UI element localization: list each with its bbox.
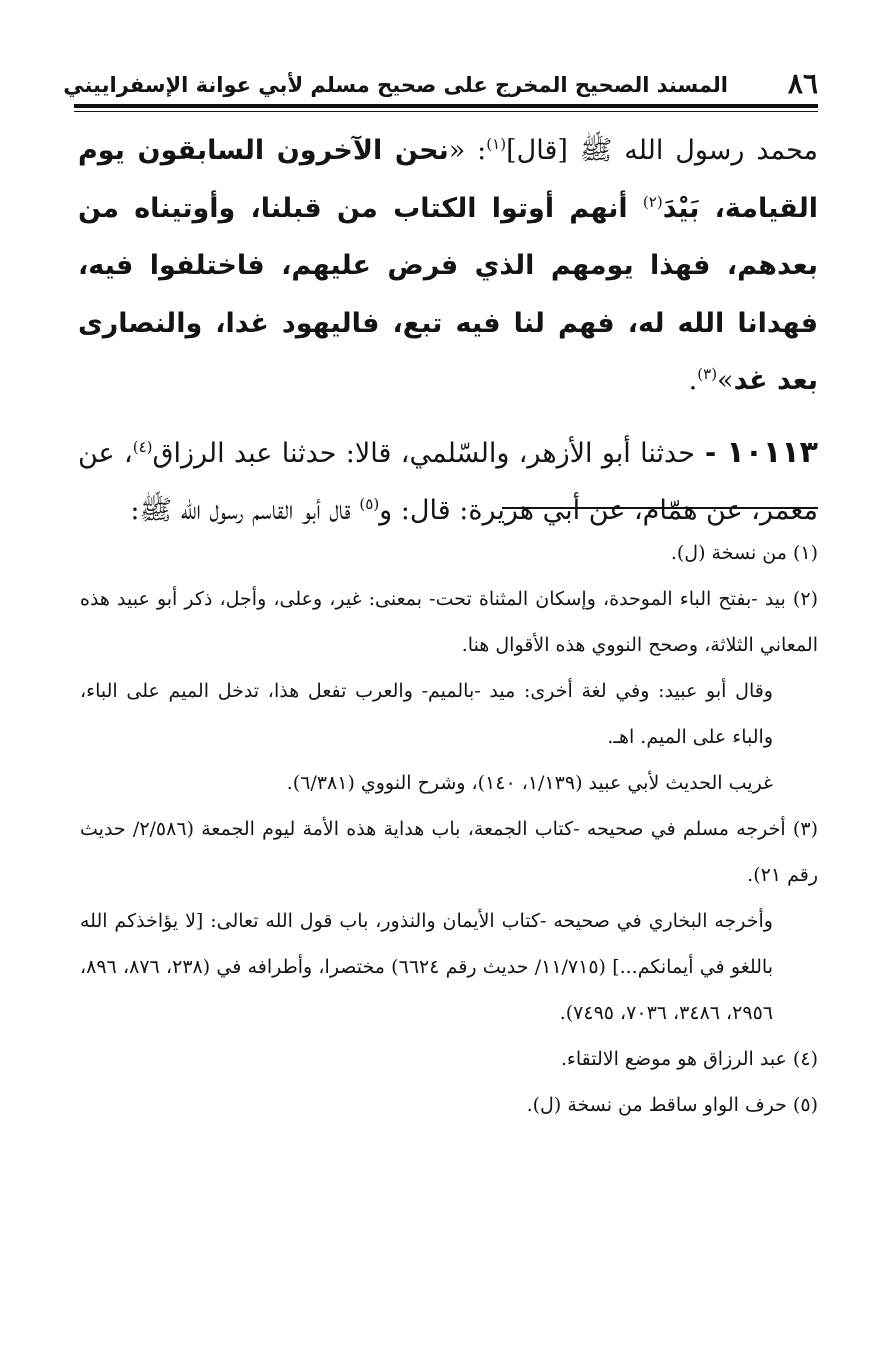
footnote-2: (٢) بيد -بفتح الباء الموحدة، وإسكان المثناة تحت- بمعنى: غير، وعلى، وأجل، ذكر أبو عبيد هذه المعاني الثلاثة، وصحح النووي هذه الأقوال هنا.: [80, 588, 818, 656]
page-header: [63, 66, 818, 102]
footnotes: [80, 530, 818, 1128]
footnote-ref-5: (٥): [359, 495, 380, 513]
footnote-ref-1: (١): [486, 135, 507, 153]
footnote-3: (٣) أخرجه مسلم في صحيحه -كتاب الجمعة، باب هداية هذه الأمة ليوم الجمعة (٢/٥٨٦/ حديث رقم ٢١).: [80, 818, 818, 886]
hadith-number: ١٠١١٣: [726, 434, 818, 470]
hadith-text-part-1: نحن الآخرون السابقون يوم القيامة، بَيْدَ: [78, 135, 818, 224]
isnad-text-a: حدثنا أبو الأزهر، والسّلمي، قالا: حدثنا عبد الرزاق: [152, 437, 695, 469]
header-rule-thin: [74, 111, 818, 112]
header-rule-thick: [74, 104, 818, 108]
running-title: المسند الصحيح المخرج على صحيح مسلم لأبي عوانة الإسفراييني: [63, 73, 728, 97]
footnote-4: (٤) عبد الرزاق هو موضع الالتقاء.: [560, 1048, 818, 1070]
footnote-separator: [502, 507, 818, 509]
isnad-text-b: ، عن معمر، عن همّام، عن أبي هريرة: قال: و: [78, 437, 818, 526]
footnote-2-source: غريب الحديث لأبي عبيد (١/١٣٩، ١٤٠)، وشرح النووي (٦/٣٨١).: [286, 772, 773, 794]
isnad-paragraph: [78, 424, 818, 540]
footnote-5: (٥) حرف الواو ساقط من نسخة (ل).: [526, 1094, 818, 1116]
main-text: [78, 122, 818, 540]
hadith-number-dash: -: [694, 437, 727, 469]
quote-close: »: [717, 365, 734, 396]
sentence-end: .: [688, 365, 698, 396]
footnote-ref-2: (٢): [642, 192, 663, 211]
footnote-2-continued: وقال أبو عبيد: وفي لغة أخرى: ميد -بالميم- والعرب تفعل هذا، تدخل الميم على الباء، والباء على الميم. اهـ.: [80, 680, 773, 748]
quote-open: : «: [448, 135, 487, 166]
narration-intro: محمد رسول الله ﷺ [قال]: [506, 135, 818, 166]
footnote-3-continued: وأخرجه البخاري في صحيحه -كتاب الأيمان والنذور، باب قول الله تعالى: [لا يؤاخذكم الله باللغو في أيمانكم...] (١١/٧١٥/ حديث رقم ٦٦٢٤) مختصرا، وأطرافه في (٢٣٨، ٨٧٦، ٨٩٦، ٢٩٥٦، ٣٤٨٦، ٧٠٣٦، ٧٤٩٥).: [80, 910, 774, 1024]
hadith-text-part-2: أنهم أوتوا الكتاب من قبلنا، وأوتيناه من بعدهم، فهذا يومهم الذي فرض عليهم، فاختلفوا فيه، فهدانا الله له، فهم لنا فيه تبع، فاليهود غدا، والنصارى بعد غد: [78, 192, 818, 396]
footnote-1: (١) من نسخة (ل).: [670, 542, 818, 564]
isnad-text-c: قال أبو القاسم رسول الله ﷺ:: [130, 495, 360, 526]
page-number: ٨٦: [787, 67, 818, 100]
footnote-ref-4: (٤): [132, 437, 153, 456]
footnote-ref-3: (٣): [697, 365, 718, 383]
hadith-paragraph: [78, 122, 818, 410]
